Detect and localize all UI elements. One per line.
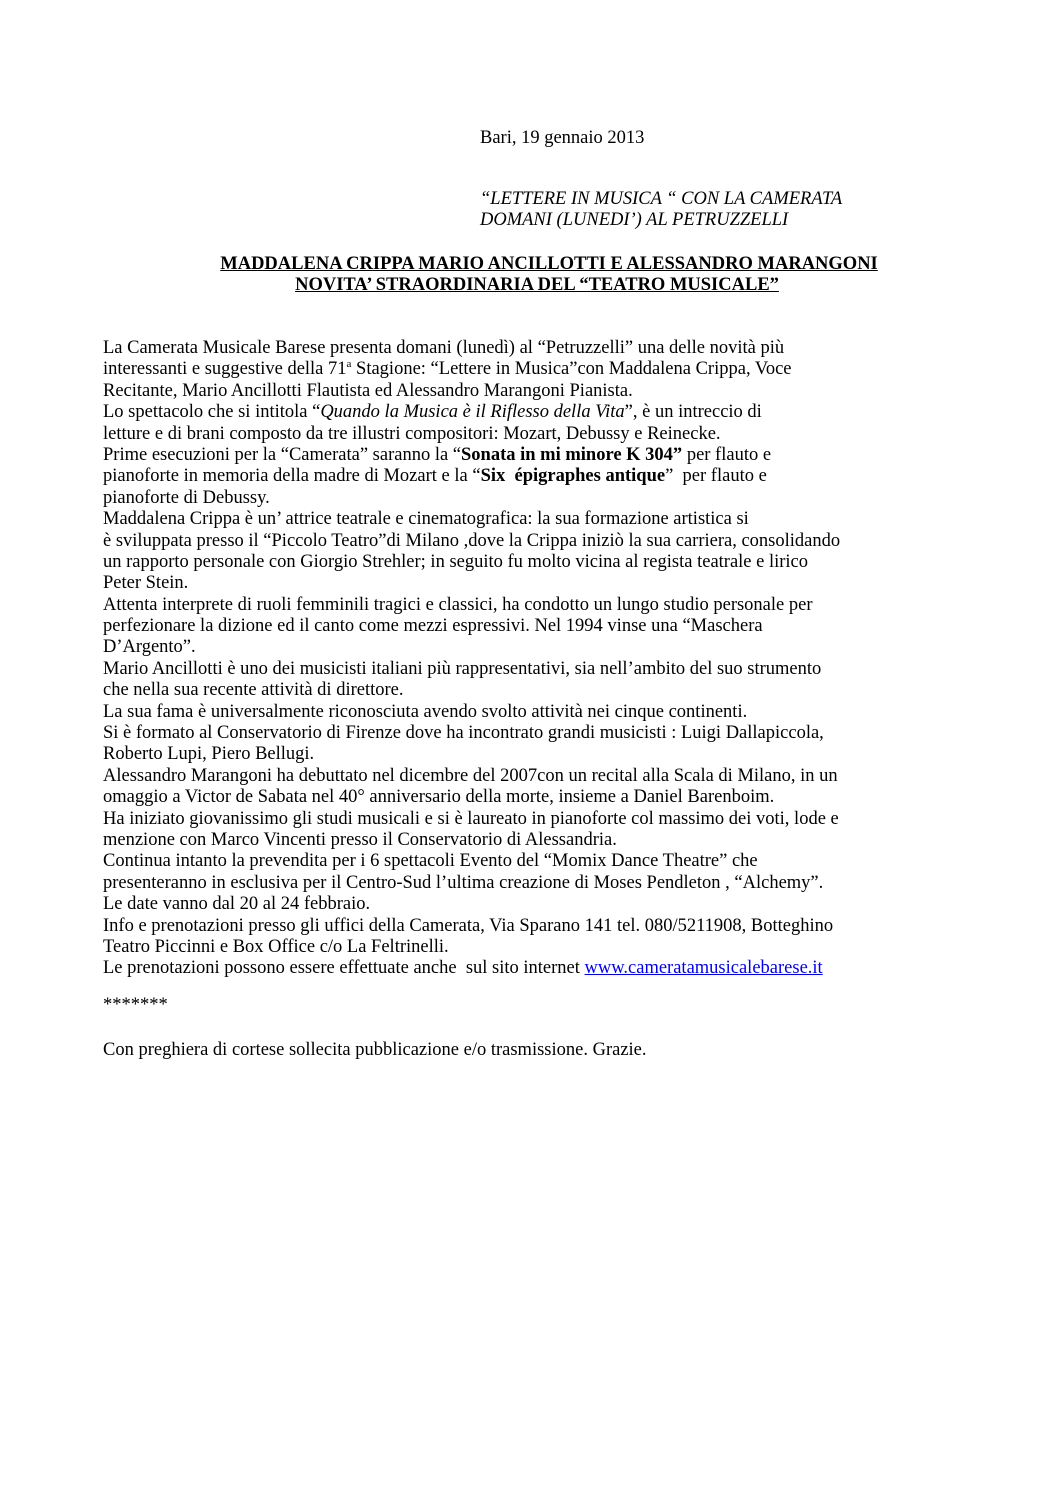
body-line: Peter Stein. xyxy=(103,573,189,594)
title-line-1: MADDALENA CRIPPA MARIO ANCILLOTTI E ALESSANDRO MARANGONI xyxy=(220,254,878,274)
sonata-title: Sonata in mi minore K 304” xyxy=(461,444,683,465)
body-line: perfezionare la dizione ed il canto come mezzi espressivi. Nel 1994 vinse una “Maschera xyxy=(103,616,763,637)
body-line xyxy=(103,402,959,423)
body-text: Lo spettacolo che si intitola “ xyxy=(103,402,321,423)
epigraphes-title: Six épigraphes antique xyxy=(480,466,666,487)
body-line xyxy=(103,445,959,466)
body-line: Info e prenotazioni presso gli uffici della Camerata, Via Sparano 141 tel. 080/5211908, Botteghino xyxy=(103,915,834,936)
body-line: La Camerata Musicale Barese presenta domani (lunedì) al “Petruzzelli” una delle novità più xyxy=(103,338,785,358)
body-text: ”, è un intreccio di xyxy=(624,402,762,423)
subheading-line-1: “LETTERE IN MUSICA “ CON LA CAMERATA xyxy=(480,189,843,209)
website-link[interactable]: www.cameratamusicalebarese.it xyxy=(584,958,823,979)
body-line: pianoforte di Debussy. xyxy=(103,487,270,508)
body-line: un rapporto personale con Giorgio Strehler; in seguito fu molto vicina al regista teatrale e lirico xyxy=(103,551,809,572)
body-line: Maddalena Crippa è un’ attrice teatrale e cinematografica: la sua formazione artistica si xyxy=(103,509,749,530)
body-line: Ha iniziato giovanissimo gli studi musicali e si è laureato in pianoforte col massimo dei voti, lode e xyxy=(103,808,839,829)
body-text: per flauto e xyxy=(682,444,772,465)
show-title: Quando la Musica è il Riflesso della Vita xyxy=(320,402,625,423)
body-line: che nella sua recente attività di direttore. xyxy=(103,680,404,701)
body-text: Le prenotazioni possono essere effettuate anche sul sito internet xyxy=(103,958,585,979)
press-release-body xyxy=(103,338,959,980)
body-text: pianoforte in memoria della madre di Mozart e la “ xyxy=(103,466,481,487)
body-text: Stagione: “Lettere in Musica”con Maddalena Crippa, Voce xyxy=(351,359,792,380)
dateline: Bari, 19 gennaio 2013 xyxy=(480,128,645,148)
body-line: è sviluppata presso il “Piccolo Teatro”di Milano ,dove la Crippa iniziò la sua carriera, consolidando xyxy=(103,530,841,551)
body-text: ” per flauto e xyxy=(665,466,767,487)
body-line: Si è formato al Conservatorio di Firenze dove ha incontrato grandi musicisti : Luigi Dallapiccola, xyxy=(103,723,824,744)
superscript: a xyxy=(346,358,352,371)
subheading-line-2: DOMANI (LUNEDI’) AL PETRUZZELLI xyxy=(480,210,789,230)
body-line: Recitante, Mario Ancillotti Flautista ed Alessandro Marangoni Pianista. xyxy=(103,380,633,401)
body-line: Mario Ancillotti è uno dei musicisti italiani più rappresentativi, sia nell’ambito del suo strumento xyxy=(103,658,822,679)
body-line: letture e di brani composto da tre illustri compositori: Mozart, Debussy e Reinecke. xyxy=(103,423,721,444)
title-line-2: NOVITA’ STRAORDINARIA DEL “TEATRO MUSICALE” xyxy=(295,275,779,295)
body-line: Teatro Piccinni e Box Office c/o La Feltrinelli. xyxy=(103,936,449,957)
separator-stars: ******* xyxy=(103,995,168,1015)
body-line: Continua intanto la prevendita per i 6 spettacoli Evento del “Momix Dance Theatre” che xyxy=(103,851,758,872)
body-line xyxy=(103,359,959,380)
body-line: Roberto Lupi, Piero Bellugi. xyxy=(103,744,315,765)
body-line xyxy=(103,466,959,487)
body-line: menzione con Marco Vincenti presso il Conservatorio di Alessandria. xyxy=(103,829,617,850)
body-line: Alessandro Marangoni ha debuttato nel dicembre del 2007con un recital alla Scala di Milano, in un xyxy=(103,765,838,786)
body-text: interessanti e suggestive della 71 xyxy=(103,359,347,380)
closing-note: Con preghiera di cortese sollecita pubblicazione e/o trasmissione. Grazie. xyxy=(103,1040,647,1060)
body-line: Attenta interprete di ruoli femminili tragici e classici, ha condotto un lungo studio personale per xyxy=(103,594,813,615)
body-line: presenteranno in esclusiva per il Centro-Sud l’ultima creazione di Moses Pendleton , “Alchemy”. xyxy=(103,872,824,893)
body-line: La sua fama è universalmente riconosciuta avendo svolto attività nei cinque continenti. xyxy=(103,701,748,722)
body-line: Le date vanno dal 20 al 24 febbraio. xyxy=(103,894,371,915)
body-text: Prime esecuzioni per la “Camerata” saranno la “ xyxy=(103,444,462,465)
body-line: omaggio a Victor de Sabata nel 40° anniversario della morte, insieme a Daniel Barenboim. xyxy=(103,787,775,808)
body-line: D’Argento”. xyxy=(103,637,196,658)
body-line xyxy=(103,958,959,979)
